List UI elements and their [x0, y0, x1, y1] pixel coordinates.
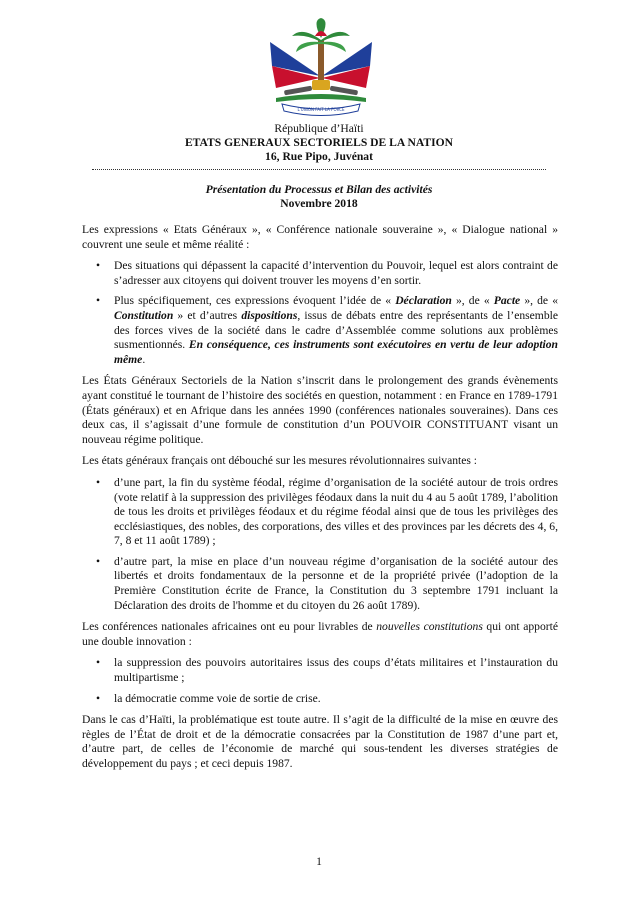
bullet-icon: •: [96, 259, 101, 273]
green-ground: [276, 94, 366, 102]
haiti-coat-of-arms-emblem: [262, 18, 380, 118]
text-run: , issus de débats entre des représentants de l’ensemble des forces vives de la société dans le cadre d’Assemblée comme solutions aux problèmes susmentionnés.: [114, 308, 558, 352]
document-body: [82, 223, 558, 779]
france-list: [82, 476, 558, 613]
header-address: 16, Rue Pipo, Juvénat: [265, 150, 373, 163]
list-item-text: Des situations qui dépassent la capacité d’intervention du Pouvoir, lequel est alors contraint de s’adresser aux citoyens qui doivent trouver les moyens d’en sortir.: [114, 259, 558, 287]
bullet-icon: •: [96, 691, 101, 705]
text-run: qui ont apporté une double innovation :: [82, 620, 558, 648]
palm-trunk: [318, 40, 324, 86]
cannon-right: [330, 86, 358, 96]
list-item-text: d’une part, la fin du système féodal, régime d’organisation de la société autour de trois ordres (vote relatif à la suppression des privilèges féodaux dans la nuit du 4 au 5 août 1789, l’abolition de tous les droits et privilèges féodaux et du régime féodal ainsi que de tous les privilèges des ecclésiastiques, des nobles, des corporations, des villes et des provinces par les décrets des 4, 6, 7, 8 et 11 août 1789) ;: [114, 475, 558, 548]
list-item-text: la démocratie comme voie de sortie de crise.: [114, 691, 321, 705]
list-item: [82, 259, 558, 288]
emphasis-dispositions: dispositions: [241, 308, 298, 322]
history-paragraph: Les États Généraux Sectoriels de la Nation s’inscrit dans le prolongement des grands évènements ayant constitué le tournant de l’histoire des sociétés en question, notamment : en France en 1789-1791 (États généraux) et en Afrique dans les années 1990 (conférences nationales souveraines). Dans ces deux cas, il s’agissait d’une formule de constitution d’un POUVOIR CONSTITUANT visant un nouveau régime politique.: [82, 374, 558, 446]
motto-text: L'UNION FAIT LA FORCE: [297, 107, 345, 112]
text-run: .: [142, 352, 146, 366]
emphasis-pacte: Pacte: [493, 294, 521, 308]
list-item: [82, 692, 558, 707]
emphasis-consequence: En conséquence, ces instruments sont exécutoires en vertu de leur adoption même: [114, 338, 559, 366]
document-date: Novembre 2018: [280, 197, 358, 210]
france-paragraph: Les états généraux français ont débouché sur les mesures révolutionnaires suivantes :: [82, 454, 478, 468]
list-item: [82, 555, 558, 613]
liberty-cap: [315, 31, 327, 36]
list-item-text: la suppression des pouvoirs autoritaires issus des coups d’états militaires et l’instauration du multipartisme ;: [114, 656, 558, 685]
list-item: [82, 656, 558, 685]
africa-list: [82, 656, 558, 706]
haiti-paragraph: Dans le cas d’Haïti, la problématique est toute autre. Il s’agit de la difficulté de la mise en œuvre des règles de l’État de droit et de la démocratie consacrées par la Constitution de 1987 d’une part et, d’autre part, de celles de l’économie de marché qui sous-tendent les diverses stratégies de développement du pays ; et ceci depuis 1987.: [82, 713, 558, 770]
palm-frond: [296, 42, 321, 52]
emphasis-constitution: Constitution: [114, 308, 174, 322]
drum: [312, 80, 330, 90]
text-run: Les conférences nationales africaines ont eu pour livrables de: [82, 620, 377, 634]
list-item: [82, 476, 558, 549]
header-republic: République d’Haïti: [274, 122, 364, 135]
bullet-icon: •: [96, 294, 101, 308]
palm-frond: [321, 42, 346, 52]
page-number: 1: [316, 855, 322, 868]
intro-list: [82, 259, 558, 367]
text-run: » et d’autres: [173, 308, 242, 322]
header-dotted-rule: [92, 169, 546, 170]
text-run: Plus spécifiquement, ces expressions évoquent l’idée de «: [114, 294, 396, 308]
africa-paragraph: [82, 620, 558, 649]
cannon-left: [284, 86, 312, 96]
list-item-text: d’autre part, la mise en place d’un nouveau régime d’organisation de la société autour des libertés et droits fondamentaux de la personne et de la propriété privée (l’adoption de la Première Constitution écrite de France, la Constitution du 3 septembre 1791 incluant la Déclaration des droits de l'homme et du citoyen du 26 août 1789).: [114, 554, 558, 612]
bullet-icon: •: [96, 475, 101, 489]
palm-frond: [292, 32, 321, 42]
intro-paragraph: Les expressions « Etats Généraux », « Conférence nationale souveraine », « Dialogue national » couvrent une seule et même réalité :: [82, 223, 558, 251]
text-run: », de «: [520, 294, 558, 308]
emphasis-nouvelles-constitutions: nouvelles constitutions: [376, 620, 483, 634]
document-title: Présentation du Processus et Bilan des activités: [205, 183, 433, 196]
emphasis-declaration: Déclaration: [395, 294, 452, 308]
header-organization: ETATS GENERAUX SECTORIELS DE LA NATION: [184, 136, 454, 149]
list-item: [82, 294, 558, 367]
palm-frond: [321, 32, 350, 42]
bullet-icon: •: [96, 554, 101, 568]
bullet-icon: •: [96, 656, 101, 670]
text-run: », de «: [451, 294, 494, 308]
